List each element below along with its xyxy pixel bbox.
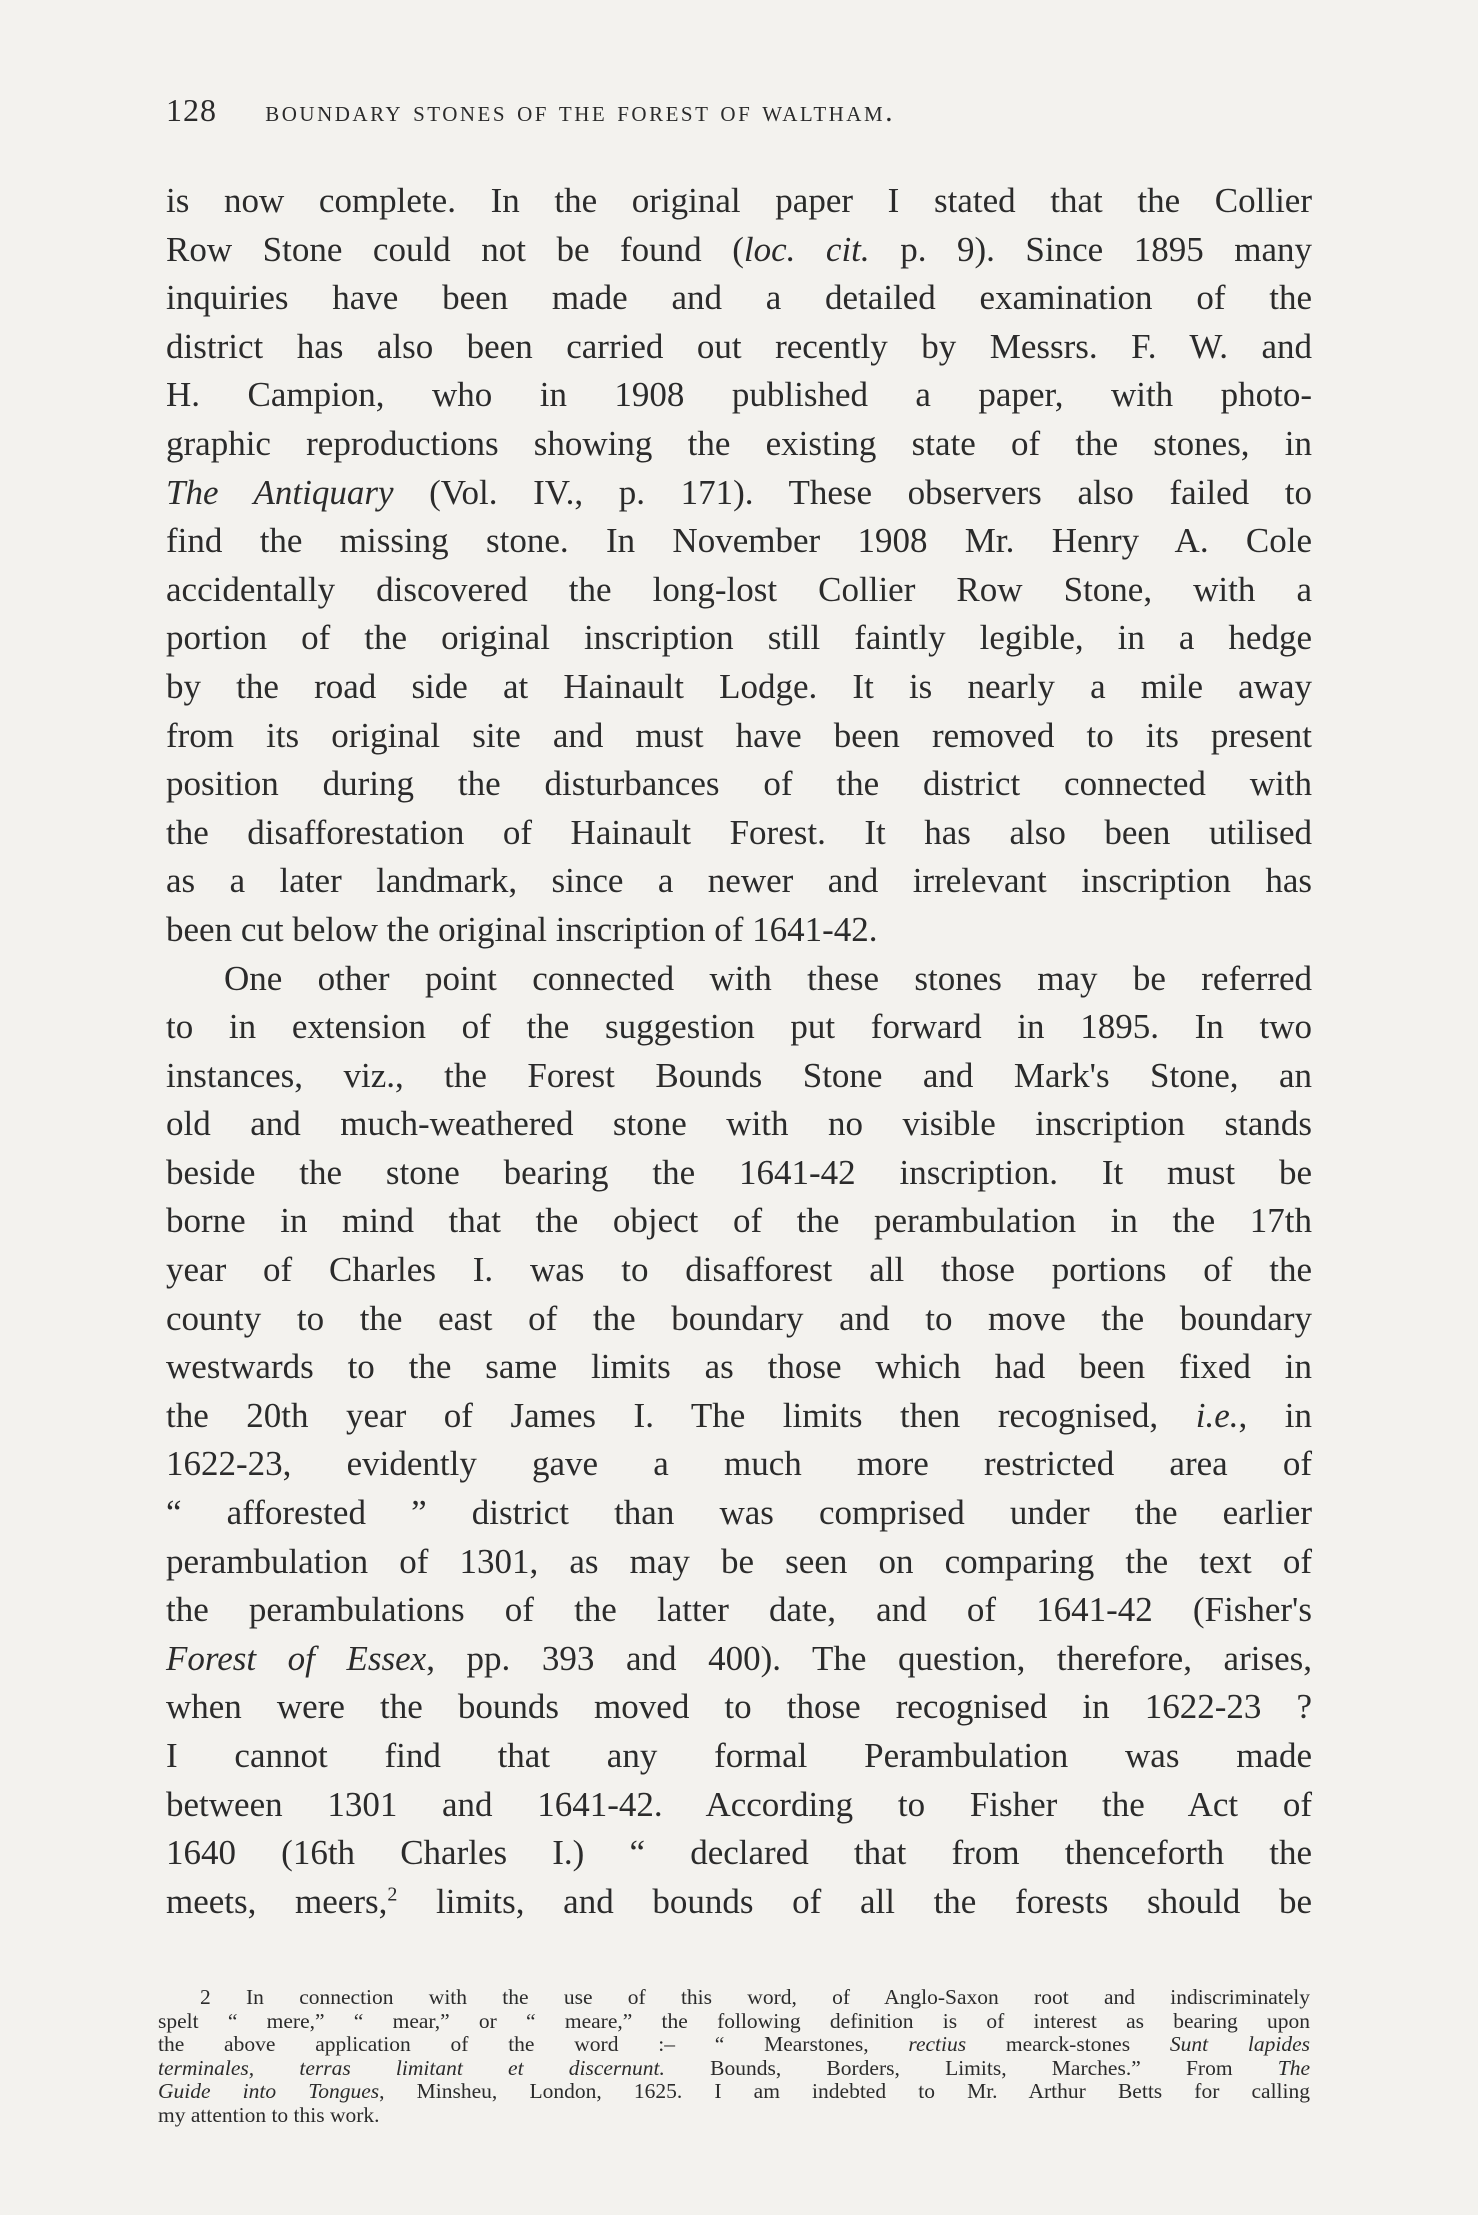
text-line: district has also been carried out recently by Messrs. F. W. and xyxy=(166,326,1312,366)
text-line: as a later landmark, since a newer and irrelevant inscription has xyxy=(166,861,1312,901)
italic-latin: terminales, terras limitant et discernunt. xyxy=(158,2055,665,2080)
running-title: boundary stones of the forest of waltham. xyxy=(265,95,896,128)
text-line: is now complete. In the original paper I stated that the Collier xyxy=(166,181,1312,220)
text-line: the disafforestation of Hainault Forest. It has also been utilised xyxy=(166,812,1312,852)
paragraph xyxy=(166,955,1312,1927)
text-span: , pp. 393 and 400). The question, therefore, arises, xyxy=(426,1638,1312,1678)
text-line: when were the bounds moved to those recognised in 1622-23 ? xyxy=(166,1687,1312,1727)
text-line: 1640 (16th Charles I.) “ declared that from thenceforth the xyxy=(166,1833,1312,1873)
italic-abbreviation: i.e. xyxy=(1195,1395,1239,1435)
text-line: “ afforested ” district than was comprised under the earlier xyxy=(166,1493,1312,1533)
text-line: borne in mind that the object of the perambulation in the 17th xyxy=(166,1201,1312,1241)
footnote-line: 2 In connection with the use of this word, of Anglo-Saxon root and indiscriminately xyxy=(200,1985,1310,2009)
running-head xyxy=(166,92,1306,132)
footnote xyxy=(158,1986,1310,2127)
text-line xyxy=(166,1635,1312,1684)
footnote-marker: 2 xyxy=(387,1883,398,1906)
italic-title: Guide into Tongues xyxy=(158,2079,380,2103)
text-line: position during the disturbances of the district connected with xyxy=(166,764,1312,804)
page-number: 128 xyxy=(166,92,217,128)
italic-word: rectius xyxy=(908,2032,967,2056)
text-line: the perambulations of the latter date, and of 1641-42 (Fisher's xyxy=(166,1590,1312,1630)
footnote-line xyxy=(158,2057,1310,2081)
text-line: year of Charles I. was to disafforest all those portions of the xyxy=(166,1250,1312,1290)
italic-citation: loc. cit. xyxy=(743,229,870,269)
text-line: county to the east of the boundary and to move the boundary xyxy=(166,1298,1312,1338)
text-line: inquiries have been made and a detailed examination of the xyxy=(166,278,1312,318)
italic-latin: Sunt lapides xyxy=(1169,2032,1310,2056)
text-line: instances, viz., the Forest Bounds Stone and Mark's Stone, an xyxy=(166,1055,1312,1095)
text-span: the 20th year of James I. The limits then recognised, xyxy=(166,1395,1196,1435)
text-line xyxy=(166,226,1312,275)
footnote-line: spelt “ mere,” “ mear,” or “ meare,” the following definition is of interest as bearing upon xyxy=(158,2008,1310,2033)
text-span: , in xyxy=(1238,1395,1312,1435)
text-line: been cut below the original inscription of 1641-42. xyxy=(166,909,878,949)
paragraph xyxy=(166,177,1312,955)
text-line: to in extension of the suggestion put forward in 1895. In two xyxy=(166,1007,1312,1047)
italic-title: The xyxy=(1277,2055,1310,2080)
footnote-line xyxy=(158,2080,1310,2104)
text-span: Bounds, Borders, Limits, Marches.” From xyxy=(664,2055,1278,2080)
text-line: find the missing stone. In November 1908 Mr. Henry A. Cole xyxy=(166,521,1312,561)
italic-title: The Antiquary xyxy=(166,472,394,512)
text-span: limits, and bounds of all the forests should be xyxy=(397,1881,1313,1921)
text-line xyxy=(166,1392,1312,1441)
text-line: One other point connected with these stones may be referred xyxy=(224,958,1312,998)
text-line: graphic reproductions showing the existing state of the stones, in xyxy=(166,423,1312,463)
text-line: old and much-weathered stone with no visible inscription stands xyxy=(166,1104,1312,1144)
text-line: 1622-23, evidently gave a much more restricted area of xyxy=(166,1444,1312,1484)
text-line: perambulation of 1301, as may be seen on comparing the text of xyxy=(166,1541,1312,1581)
body-text xyxy=(166,177,1312,1926)
text-line: accidentally discovered the long-lost Collier Row Stone, with a xyxy=(166,569,1312,609)
text-span: the above application of the word :– “ Mearstones, xyxy=(158,2032,909,2056)
text-line: I cannot find that any formal Perambulation was made xyxy=(166,1736,1312,1775)
text-line xyxy=(166,469,1312,518)
text-line: beside the stone bearing the 1641-42 inscription. It must be xyxy=(166,1152,1312,1192)
text-line: by the road side at Hainault Lodge. It is nearly a mile away xyxy=(166,666,1312,706)
text-span: mearck-stones xyxy=(966,2032,1170,2056)
footnote-line xyxy=(158,2033,1310,2057)
text-span: meets, meers, xyxy=(166,1881,388,1921)
text-span: p. 9). Since 1895 many xyxy=(869,229,1312,269)
footnote-line: my attention to this work. xyxy=(158,2102,380,2127)
text-line: westwards to the same limits as those which had been fixed in xyxy=(166,1347,1312,1387)
text-line: from its original site and must have been removed to its present xyxy=(166,715,1312,755)
text-line xyxy=(166,1878,1312,1927)
text-span: , Minsheu, London, 1625. I am indebted to Mr. Arthur Betts for calling xyxy=(379,2079,1311,2103)
italic-title: Forest of Essex xyxy=(166,1638,427,1678)
text-span: (Vol. IV., p. 171). These observers also failed to xyxy=(393,472,1312,512)
text-line: H. Campion, who in 1908 published a paper, with photo- xyxy=(166,375,1312,415)
text-line: portion of the original inscription still faintly legible, in a hedge xyxy=(166,618,1312,658)
text-line: between 1301 and 1641-42. According to Fisher the Act of xyxy=(166,1784,1312,1824)
text-span: Row Stone could not be found ( xyxy=(166,229,744,269)
